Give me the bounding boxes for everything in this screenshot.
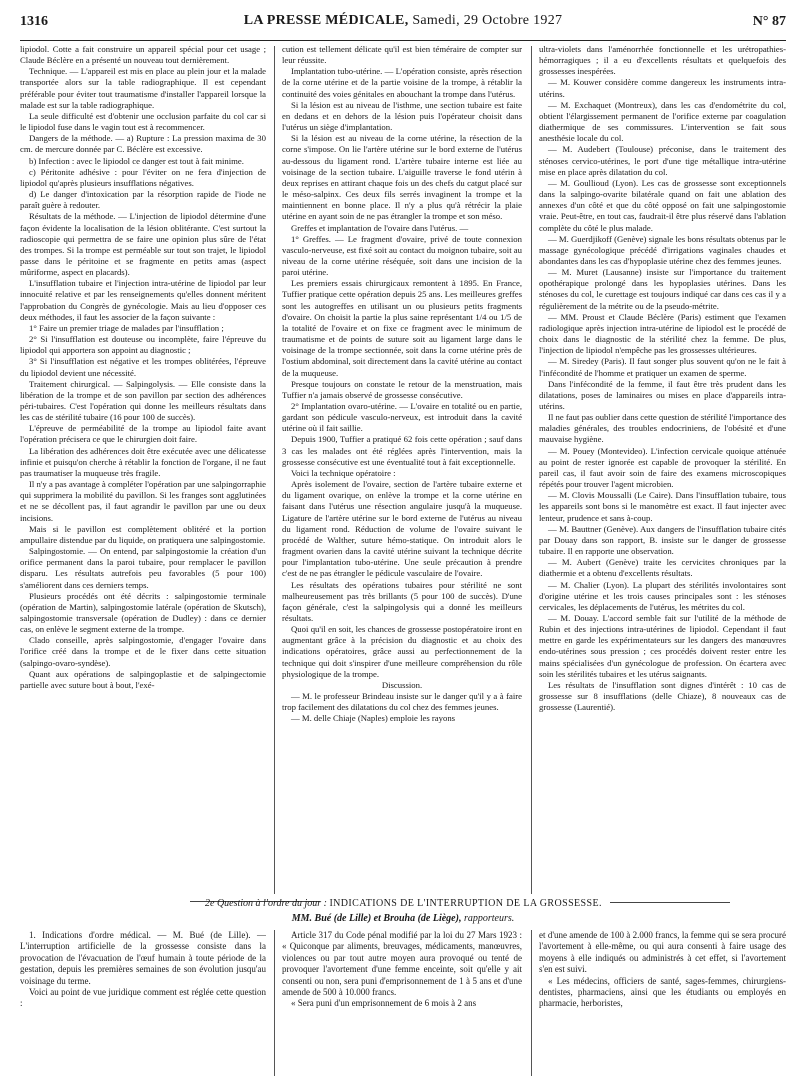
rapporteurs-line [20,913,786,924]
column-6 [539,930,786,1078]
column-divider [274,46,275,894]
paragraph: ultra-violets dans l'aménorrhée fonctionnelle et les urétropathies-hémorragiques ; il a eu d'excellents résultats et quelquefois des grossesses inespérées. [539,44,786,77]
issue-date: Samedi, 29 Octobre 1927 [412,13,563,28]
paragraph: b) Infection : avec le lipiodol ce danger est tout à fait minime. [29,155,244,166]
page-header [20,8,786,38]
column-4 [20,930,266,1078]
paragraph: L'épreuve de perméabilité de la trompe au lipiodol faite avant l'opération précisera ce que le chirurgien doit faire. [20,423,266,445]
paragraph: Implantation tubo-utérine. — L'opération consiste, après résection de la corne utérine et de la partie voisine de la trompe, à rétablir la continuité des voies génitales en abouchant la trompe dans l'utérus. [282,66,522,99]
paragraph: Presque toujours on constate le retour de la menstruation, mais Tuffier n'a jamais observé de grossesse consécutive. [282,378,522,400]
paragraph: — M. Clovis Moussalli (Le Caire). Dans l'insufflation tubaire, tous les appareils sont bons si le manomètre est exact. Il faut injecter avec lenteur, prudence et sans à-coup. [539,490,786,523]
paragraph: Technique. — L'appareil est mis en place au plein jour et la malade transportée alors sur la table radiographique. Il est cependant préférable pour éviter tout traumatisme d'installer l'appareil lorsque la malade est sur la table radiographique. [20,66,266,110]
paragraph: La seule difficulté est d'obtenir une occlusion parfaite du col car si le lipiodol fuse dans le vagin tout est à recommencer. [20,110,266,133]
paragraph: La libération des adhérences doit être exécutée avec une délicatesse infinie et puisqu'on cherche à rétablir la fonction de l'organe, il ne faut pas traumatiser la muqueuse très fragile. [20,445,266,478]
paragraph: — M. le professeur Brindeau insiste sur le danger qu'il y a à faire trop facilement des dilatations du col chez des femmes jeunes. [282,691,522,713]
paragraph: c) Péritonite adhésive : pour l'éviter on ne fera d'injection de lipiodol qu'après plusieurs insufflations négatives. [20,166,266,188]
paragraph: 2° Si l'insufflation est douteuse ou incomplète, faire l'épreuve du lipiodol qui apportera son appoint au diagnostic ; [20,334,266,356]
paragraph: — M. Audebert (Toulouse) préconise, dans le traitement des sténoses cervico-utérines, le port d'une tige métallique intra-utérine mise en place après dilatation du col. [539,144,786,177]
discussion-heading: Discussion. [381,679,423,690]
paragraph: L'insufflation tubaire et l'injection intra-utérine de lipiodol par leur innocuité relative et par les renseignements qu'elles donnent méritent l'approbation du Congrès de gynécologie. Mais au lieu d'opposer ces deux méthodes, il faut les associer de la façon suivante : [20,278,266,322]
paragraph: 2° Implantation ovaro-utérine. — L'ovaire en totalité ou en partie, gardant son pédicule vasculo-nerveux, est introduit dans la cavité utérine où il fait saillie. [282,401,522,434]
paragraph: Traitement chirurgical. — Salpingolysis. — Elle consiste dans la libération de la trompe et de son pavillon par section des adhérences péri-tubaires. C'est l'opération qui donne les meilleurs résultats dans les cas de stérilité tubaire (16 pour 100 de succès). [20,378,266,423]
paragraph: Il n'y a pas avantage à compléter l'opération par une salpingorraphie qui supprimera la mobilité du pavillon. Si les franges sont agglutinées et ne se décollent pas, il faut agrandir le pavillon par une ou deux incisions. [20,479,266,523]
paragraph: — M. Siredey (Paris). Il faut songer plus souvent qu'on ne le fait à l'infécondité de l'homme et pratiquer un examen de sperme. [539,356,786,378]
paragraph: — M. Muret (Lausanne) insiste sur l'importance du traitement opothérapique prolongé dans les hypoplasies utérines. Dans les sténoses du col, le curettage est toujours indiqué car dans ces cas il y a régulièrement de la métrite ou de la pseudo-métrite. [539,267,786,311]
heading-rule-right [610,902,730,903]
paragraph: Plusieurs procédés ont été décrits : salpingostomie terminale (opération de Martin), salpingostomie latérale (opération de Skutsch), salpingostomie transversale (opération de Dudley) : dans ce dernier cas, on enlève le segment externe de la trompe. [20,590,266,635]
paragraph: — M. Pouey (Montevideo). L'infection cervicale quoique atténuée au point de rester ignorée est capable de provoquer la stérilité. En pareil cas, il faut avoir soin de faire des examens microscopiques répétés pour trouver l'agent microbien. [539,445,786,490]
paragraph: — M. Chalier (Lyon). La plupart des stérilités involontaires sont d'origine utérine et les trois causes principales sont : les sténoses cervicales, les déplacements de l'utérus, les métrites du col. [539,579,786,612]
column-2 [282,44,522,896]
column-divider [274,930,275,1076]
paragraph: Voici au point de vue juridique comment est réglée cette question : [20,987,266,1009]
paragraph: 1° Faire un premier triage de malades par l'insufflation ; [29,322,224,333]
paragraph: Les résultats de l'insufflation sont dignes d'intérêt : 10 cas de grossesse sur 8 insufflations (delle Chiaze), 8 nouveaux cas de grossesse (Laurentié). [539,679,786,713]
paragraph: — M. Douay. L'accord semble fait sur l'utilité de la méthode de Rubin et des injections intra-utérines de lipiodol. Cependant il faut mettre en garde les expérimentateurs sur les dangers des manœuvres endo-utérines sous pression ; ces procédés doivent rester entre les mains spécialisées d'un gynécologue de profession. On écartera avec soin les stérilités tubaires et les utérus saignants. [539,612,786,679]
journal-name: LA PRESSE MÉDICALE, [243,13,409,28]
paragraph: — M. delle Chiaje (Naples) emploie les rayons [291,713,456,724]
paragraph: Salpingostomie. — On entend, par salpingostomie la création d'un orifice permanent dans la paroi tubaire, pour remplacer le pavillon disparu. Les résultats autrefois peu favorables (5 pour 100) s'améliorent dans ces derniers temps. [20,546,266,590]
question-label: 2e Question à l'ordre du jour : [205,898,327,909]
paragraph: — M. Kouwer considère comme dangereux les instruments intra-utérins. [539,77,786,99]
rapporteurs-suffix: rapporteurs. [463,913,515,924]
paragraph: Quant aux opérations de salpingoplastie et de salpingectomie partielle avec suture bout à bout, l'exé- [20,668,266,690]
paragraph: Voici la technique opératoire : [291,467,396,478]
paragraph: Article 317 du Code pénal modifié par la loi du 27 Mars 1923 : « Quiconque par aliments, breuvages, médicaments, manœuvres, violences ou par tout autre moyen aura provoqué ou tenté de provoquer l'avortement d'une femme enceinte, soit qu'elle y ait consenti ou non, sera puni d'emprisonnement de 1 à 5 ans et d'une amende de 500 à 10.000 francs. [282,930,522,998]
paragraph: — M. Bauttner (Genève). Aux dangers de l'insufflation tubaire cités par Douay dans son rapport, B. insiste sur le danger de grossesse tubaire. Il en rapporte une observation. [539,523,786,557]
paragraph: — M. Aubert (Genève) traite les cervicites chroniques par la diathermie et a obtenu d'excellents résultats. [539,557,786,579]
page-number: 1316 [20,14,48,29]
column-5 [282,930,522,1078]
column-1 [20,44,266,896]
paragraph: — M. Exchaquet (Montreux), dans les cas d'endométrite du col, obtient l'élargissement permanent de l'orifice externe par coagulation diathermique de ses commissures. L'intervention se fait sous anesthésie locale du col. [539,99,786,144]
paragraph: Mais si le pavillon est complètement oblitéré et la portion ampullaire distendue par du liquide, on pratiquera une salpingostomie. [20,523,266,545]
journal-title-line [20,13,786,29]
paragraph: et d'une amende de 100 à 2.000 francs, la femme qui se sera procuré l'avortement à elle-même, ou qui aura consenti à faire usage des moyens à elle indiqués ou administrés à cet effet, si l'avortement s'en est suivi. [539,930,786,975]
paragraph: Depuis 1900, Tuffier a pratiqué 62 fois cette opération ; sauf dans 3 cas les malades ont été réglées après l'intervention, mais la grossesse consécutive est une éventualité tout à fait exceptionnelle. [282,434,522,467]
paragraph: Greffes et implantation de l'ovaire dans l'utérus. — [291,222,469,233]
paragraph: d) Le danger d'intoxication par la résorption rapide de l'iode ne paraît guère à redouter. [20,189,266,211]
header-rule [20,40,786,41]
paragraph: Si la lésion est au niveau de l'isthme, une section tubaire est faite en dedans et en dehors de la lésion puis l'opérateur choisit dans l'utérus un siège d'implantation. [282,99,522,133]
paragraph: Quoi qu'il en soit, les chances de grossesse postopératoire iront en augmentant grâce à la précision du diagnostic et au choix des indications opératoires, grâce aussi au perfectionnement de la technique qui doit s'inspirer d'une meilleure compréhension du rôle physiologique de la trompe. [282,624,522,679]
paragraph: 3° Si l'insufflation est négative et les trompes oblitérées, l'épreuve du lipiodol devient une nécessité. [20,356,266,378]
paragraph: Les résultats des opérations tubaires pour stérilité ne sont malheureusement pas très brillants (5 pour 100 de succès). D'une façon générale, c'est la salpingolysis qui a donné les meilleurs résultats. [282,579,522,623]
column-3 [539,44,786,896]
paragraph: « Les médecins, officiers de santé, sages-femmes, chirurgiens-dentistes, pharmaciens, ainsi que les étudiants ou employés en pharmacie, herboristes, [539,975,786,1009]
paragraph: Résultats de la méthode. — L'injection de lipiodol détermine d'une façon évidente la localisation de la lésion oblitérante. C'est surtout la radioscopie qui permettra de se faire une opinion plus sûre de l'état des trompes. Si la trompe est perméable sur tout son trajet, le lipiodol passe dans le péritoine et se fragmente en petits amas (aspect mûriforme, aspect en placards). [20,211,266,278]
paragraph: Clado conseille, après salpingostomie, d'engager l'ovaire dans l'orifice créé dans la trompe et de le fixer dans cette situation (salpingo-ovaro-syndèse). [20,635,266,668]
paragraph: Dangers de la méthode. — a) Rupture : La pression maxima de 30 cm. de mercure donnée par C. Béclère est excessive. [20,133,266,155]
question-subject: INDICATIONS DE L'INTERRUPTION DE LA GROSSESSE. [329,898,602,909]
column-divider [531,46,532,894]
paragraph: — M. Goullioud (Lyon). Les cas de grossesse sont exceptionnels dans la salpingo-ovarite bilatérale quand on fait une ablation des annexes d'un côté et que du côté opposé on fait une salpingostomie vraie. Peut-être, en tout cas, faudrait-il être plus réservé dans l'ablation complète du côté le plus malade. [539,177,786,233]
column-divider [531,930,532,1076]
question-title [205,898,602,909]
rapporteurs-names: MM. Bué (de Lille) et Brouha (de Liège), [291,913,462,924]
paragraph: — MM. Proust et Claude Béclère (Paris) estiment que l'examen radiologique après injection intra-utérine de lipiodol est le procédé de choix dans le diagnostic de la stérilité chez la femme. De plus, l'injection de lipiodol n'empêche pas les grossesses ultérieures. [539,311,786,356]
paragraph: Si la lésion est au niveau de la corne utérine, la résection de la corne s'impose. On lie l'artère utérine sur le bord externe de l'utérus au-dessous du ligament rond. L'artère tubaire interne est liée au voisinage de la section tubaire. L'aiguille traverse le fond utérin à deux reprises en attirant chaque fois un des chefs du catgut placé sur le méso-salpinx. Ces deux fils serrés invaginent la trompe et la maintiennent en bonne place. Il n'y a plus qu'à rétrécir la plaie utérine en ayant soin de ne pas étrangler la trompe et son méso. [282,133,522,222]
paragraph: Après isolement de l'ovaire, section de l'artère tubaire externe et du ligament ovarique, on enlève la trompe et la corne utérine en faisant dans l'utérus une résection angulaire jusqu'à la muqueuse. Ligature de l'artère utérine sur le bord externe de l'utérus au niveau du ligament rond. Réduction de volume de l'ovaire suivant le procédé de Walther, suture hémo-statique. On introduit alors le fragment ovarien dans la cavité utérine suivant la technique décrite pour l'implantation tubo-utérine. Une seule précaution à prendre c'est de ne pas étrangler le pédicule vasculaire de l'ovaire. [282,479,522,579]
paragraph: cution est tellement délicate qu'il est bien téméraire de compter sur leur réussite. [282,44,522,66]
paragraph: Les premiers essais chirurgicaux remontent à 1895. En France, Tuffier pratique cette opération depuis 25 ans. Les meilleures greffes sont les autogreffes en utilisant un ou plusieurs petits fragments d'ovaire. On choisit la partie la plus saine représentant 1/4 ou 1/5 de la totalité de l'ovaire et on fixe ce fragment avec le minimum de traumatisme et de points de suture soit au ligament large dans le voisinage de la trompe sectionnée, soit dans la corne utérine près de l'ostium abdominal, soit directement dans la cavité utérine au contact de la muqueuse. [282,278,522,378]
paragraph: Dans l'infécondité de la femme, il faut être très prudent dans les dilatations, poses de laminaires ou mises en place d'appareils intra-utérins. [539,378,786,411]
paragraph: Il ne faut pas oublier dans cette question de stérilité l'importance des maladies générales, des troubles endocriniens, de l'obésité et d'une mauvaise hygiène. [539,412,786,445]
paragraph: lipiodol. Cotte a fait construire un appareil spécial pour cet usage ; Claude Béclère en a présenté un nouveau tout dernièrement. [20,44,266,66]
paragraph: 1° Greffes. — Le fragment d'ovaire, privé de toute connexion vasculo-nerveuse, est fixé soit au contact du moignon tubaire, soit au niveau de la corne utérine réséquée, soit dans une incision de la paroi utérine. [282,233,522,278]
paragraph: 1. Indications d'ordre médical. — M. Bué (de Lille). — L'interruption artificielle de la grossesse consiste dans la provocation de l'évacuation de l'œuf humain à toute période de la gestation, depuis les premières semaines de son évolution jusqu'au voisinage du terme. [20,930,266,986]
issue-number: N° 87 [752,14,786,29]
paragraph: — M. Guerdjikoff (Genève) signale les bons résultats obtenus par le massage gynécologique précédé d'irrigations vaginales chaudes et abondantes dans les cas d'hypoplasie utérine chez des femmes jeunes. [539,233,786,266]
paragraph: « Sera puni d'un emprisonnement de 6 mois à 2 ans [291,998,477,1009]
